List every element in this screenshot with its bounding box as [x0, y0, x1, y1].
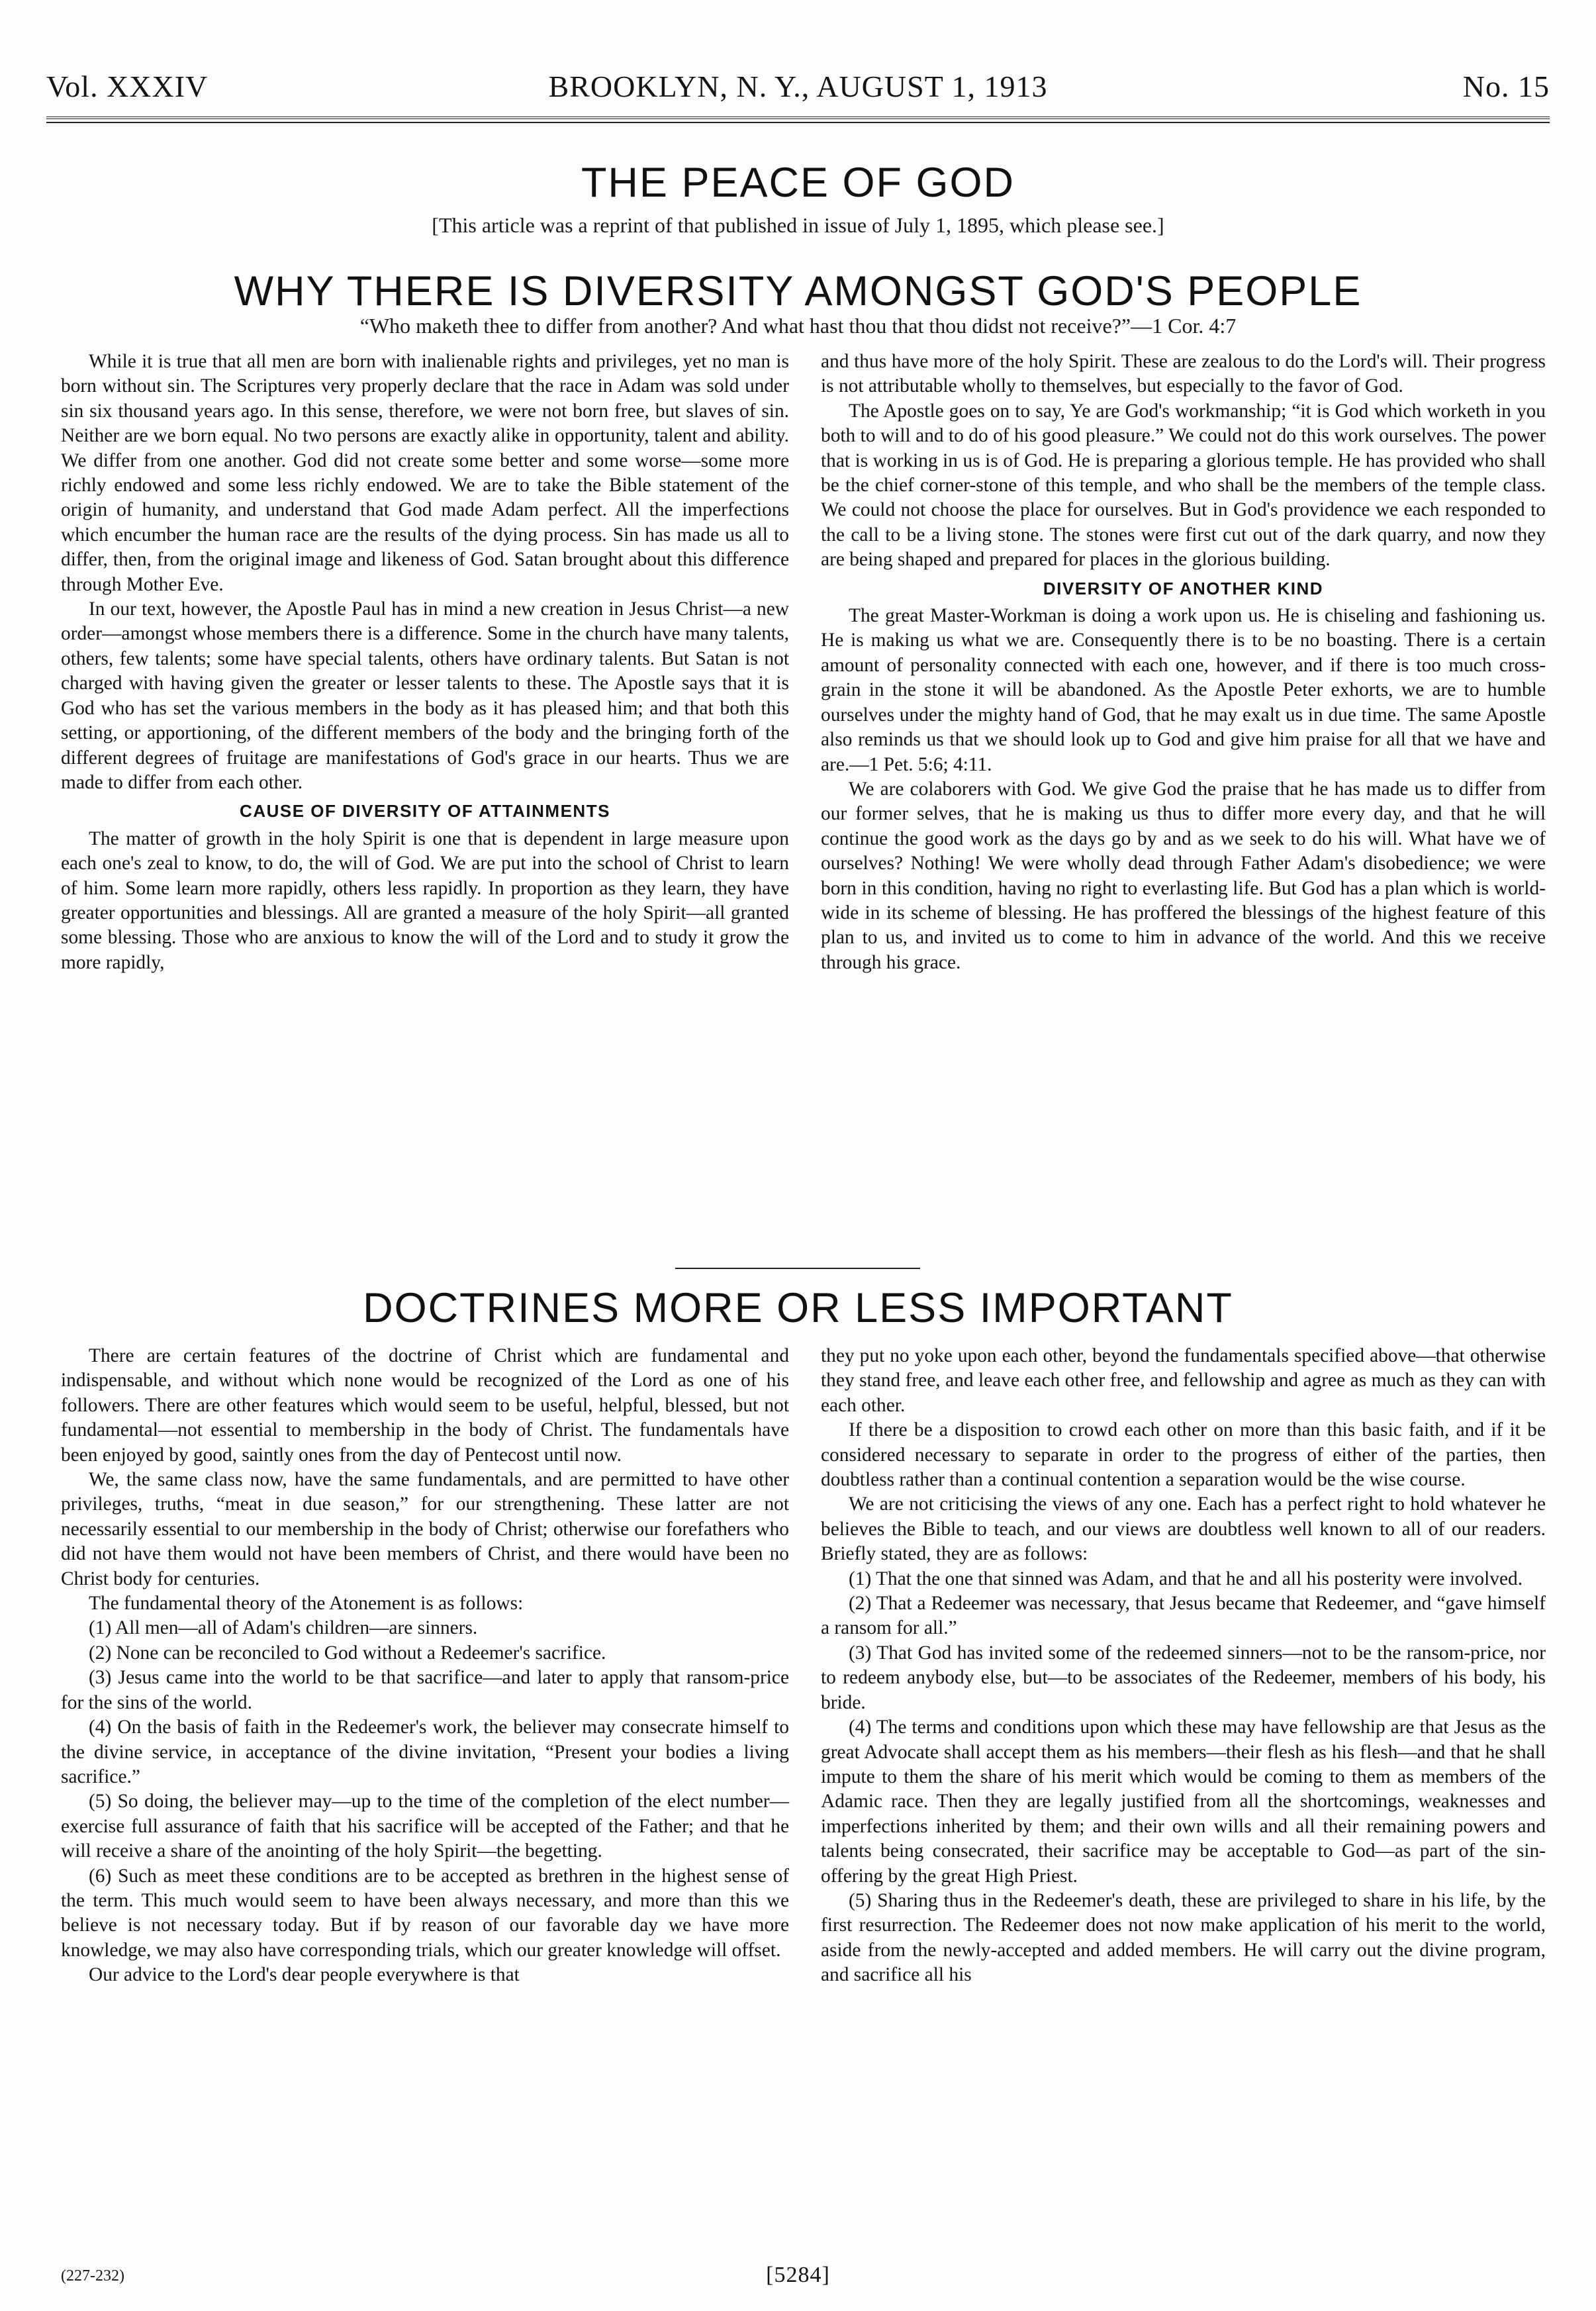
- article2-title: WHY THERE IS DIVERSITY AMONGST GOD'S PEOPLE: [234, 268, 1362, 314]
- article3-right-column: [821, 1344, 1546, 1988]
- paragraph: While it is true that all men are born with inalienable rights and privileges, yet no man is born without sin. The Scriptures very properly declare that the race in Adam was sold under sin six thousand years ago. In this sense, therefore, we were not born free, but slaves of sin. Neither are we born equal. No two persons are exactly alike in opportunity, talent and ability. We differ from one another. God did not create some better and some worse—some more richly endowed and some less richly endowed. We are to take the Bible statement of the origin of humanity, and understand that God made Adam perfect. All the imperfections which encumber the human race are the results of the dying process. Sin has made us all to differ, then, from the original image and likeness of God. Satan brought about this difference through Mother Eve.: [61, 351, 789, 595]
- page-number: [5284]: [766, 2263, 830, 2287]
- masthead-rule: [46, 117, 1550, 123]
- paragraph: We are not criticising the views of any one. Each has a perfect right to hold whatever he believes the Bible to teach, and our views are doubtless well known to all of our readers. Briefly stated, they are as follows:: [821, 1493, 1546, 1565]
- article2-right-column: [821, 350, 1546, 975]
- paragraph: There are certain features of the doctrine of Christ which are fundamental and indispensable, and without which none would be recognized of the Lord as one of his followers. There are other features which would seem to be useful, helpful, blessed, but not fundamental—not essential to membership in the body of Christ. The fundamentals have been enjoyed by good, saintly ones from the day of Pentecost until now.: [61, 1345, 789, 1466]
- masthead: [46, 69, 1550, 109]
- paragraph: The fundamental theory of the Atonement is as follows:: [89, 1593, 524, 1615]
- list-item: (2) That a Redeemer was necessary, that Jesus became that Redeemer, and “gave himself a ransom for all.”: [821, 1593, 1546, 1639]
- article3-left-column: [61, 1344, 789, 1988]
- volume-label: Vol. XXXIV: [46, 70, 209, 103]
- section-heading: DIVERSITY OF ANOTHER KIND: [1043, 578, 1324, 598]
- article3-title: DOCTRINES MORE OR LESS IMPORTANT: [363, 1285, 1233, 1331]
- paragraph: and thus have more of the holy Spirit. These are zealous to do the Lord's will. Their progress is not attributable wholly to themselves, but especially to the favor of God.: [821, 351, 1546, 397]
- issue-number: No. 15: [1462, 70, 1550, 103]
- list-item: (3) That God has invited some of the redeemed sinners—not to be the ransom-price, nor to redeem anybody else, but—to be associates of the Redeemer, members of his body, his bride.: [821, 1642, 1546, 1713]
- paragraph: We are colaborers with God. We give God the praise that he has made us to differ from our former selves, that he is making us thus to differ more every day, and that he will continue the good work as the days go by and as we seek to do his will. What have we of ourselves? Nothing! We were wholly dead through Father Adam's disobedience; we were born in this condition, having no right to everlasting life. But God has a plan which is world-wide in its scheme of blessing. He has proffered the blessings of the highest feature of this plan to us, and invited us to come to him in advance of the world. And this we receive through his grace.: [821, 778, 1546, 973]
- article2-left-column: [61, 350, 789, 975]
- list-item: (3) Jesus came into the world to be that sacrifice—and later to apply that ransom-price for the sins of the world.: [61, 1667, 789, 1713]
- place-date: BROOKLYN, N. Y., AUGUST 1, 1913: [548, 70, 1048, 103]
- list-item: (1) That the one that sinned was Adam, and that he and all his posterity were involved.: [849, 1568, 1523, 1589]
- article2-epigraph: “Who maketh thee to differ from another? And what hast thou that thou didst not receive?”—1 Cor. 4:7: [359, 314, 1237, 338]
- list-item: (5) Sharing thus in the Redeemer's death, these are privileged to share in his life, by the first resurrection. The Redeemer does not now make application of his merit to the world, aside from the newly-accepted and added members. He will carry out the divine program, and sacrifice all his: [821, 1889, 1546, 1986]
- paragraph: The great Master-Workman is doing a work upon us. He is chiseling and fashioning us. He is making us what we are. Consequently there is to be no boasting. There is a certain amount of personality connected with each one, however, and if there is too much cross-grain in the stone it will be abandoned. As the Apostle Peter exhorts, we are to humble ourselves under the mighty hand of God, that he may exalt us in due time. The same Apostle also reminds us that we should look up to God and give him praise for all that we have and are.—1 Pet. 5:6; 4:11.: [821, 605, 1546, 775]
- paragraph: We, the same class now, have the same fundamentals, and are permitted to have other privileges, truths, “meat in due season,” for our strengthening. These latter are not necessarily essential to our membership in the body of Christ; otherwise our forefathers who did not have them would not have been members of Christ, and there would have been no Christ body for centuries.: [61, 1469, 789, 1589]
- article1-title: THE PEACE OF GOD: [581, 160, 1015, 206]
- paragraph: In our text, however, the Apostle Paul has in mind a new creation in Jesus Christ—a new order—amongst whose members there is a difference. Some in the church have many talents, others, few talents; some have special talents, others have ordinary talents. But Satan is not charged with having given the greater or lesser talents to these. The Apostle says that it is God who has set the various members in the body as it has pleased him; and that both this setting, or apportioning, of the different members of the body and the bringing forth of the different degrees of fruitage are manifestations of God's grace in our hearts. Thus we are made to differ from each other.: [61, 598, 789, 793]
- list-item: (4) On the basis of faith in the Redeemer's work, the believer may consecrate himself to the divine service, in acceptance of the divine invitation, “Present your bodies a living sacrifice.”: [61, 1717, 789, 1787]
- paragraph: The Apostle goes on to say, Ye are God's workmanship; “it is God which worketh in you both to will and to do of his good pleasure.” We could not do this work ourselves. The power that is working in us is of God. He is preparing a glorious temple. He has provided who shall be the chief corner-stone of this temple, and who shall be the members of the temple class. We could not choose the place for ourselves. But in God's providence we each responded to the call to be a living stone. The stones were first cut out of the dark quarry, and now they are being shaped and prepared for places in the glorious building.: [821, 400, 1546, 571]
- paragraph: The matter of growth in the holy Spirit is one that is dependent in large measure upon each one's zeal to know, to do, the will of God. We are put into the school of Christ to learn of him. Some learn more rapidly, others less rapidly. In proportion as they learn, they have greater opportunities and blessings. All are granted a measure of the holy Spirit—all granted some blessing. Those who are anxious to know the will of the Lord and to study it grow the more rapidly,: [61, 827, 789, 973]
- paragraph: If there be a disposition to crowd each other on more than this basic faith, and if it be considered necessary to separate in order to the progress of either of the parties, then doubtless rather than a continual contention a separation would be the wise course.: [821, 1419, 1546, 1491]
- list-item: (4) The terms and conditions upon which these may have fellowship are that Jesus as the great Advocate shall accept them as his members—their flesh as his flesh—and that he shall impute to them the share of his merit which would be coming to them as members of the Adamic race. Then they are legally justified from all the shortcomings, weaknesses and imperfections inherited by them; and their own wills and all their remaining powers and talents being consecrated, their sacrifice may be acceptable to God—as part of the sin-offering by the great High Priest.: [821, 1717, 1546, 1887]
- paragraph: they put no yoke upon each other, beyond the fundamentals specified above—that otherwise they stand free, and leave each other free, and fellowship and agree as much as they can with each other.: [821, 1345, 1546, 1416]
- list-item: (5) So doing, the believer may—up to the time of the completion of the elect number—exercise full assurance of faith that his sacrifice will be accepted of the Father; and that he will receive a share of the anointing of the holy Spirit—the begetting.: [61, 1791, 789, 1862]
- section-heading: CAUSE OF DIVERSITY OF ATTAINMENTS: [240, 801, 610, 822]
- footer-reference: (227-232): [61, 2267, 124, 2285]
- list-item: (2) None can be reconciled to God without a Redeemer's sacrifice.: [89, 1642, 606, 1664]
- article1-note: [This article was a reprint of that published in issue of July 1, 1895, which please see.]: [432, 213, 1164, 237]
- paragraph: Our advice to the Lord's dear people everywhere is that: [89, 1964, 520, 1986]
- list-item: (1) All men—all of Adam's children—are sinners.: [89, 1617, 478, 1639]
- article-separator: [675, 1268, 920, 1269]
- list-item: (6) Such as meet these conditions are to be accepted as brethren in the highest sense of the term. This much would seem to have been always necessary, and more than this we believe is not necessary today. But if by reason of our favorable day we have more knowledge, we may also have corresponding trials, which our greater knowledge will offset.: [61, 1865, 789, 1961]
